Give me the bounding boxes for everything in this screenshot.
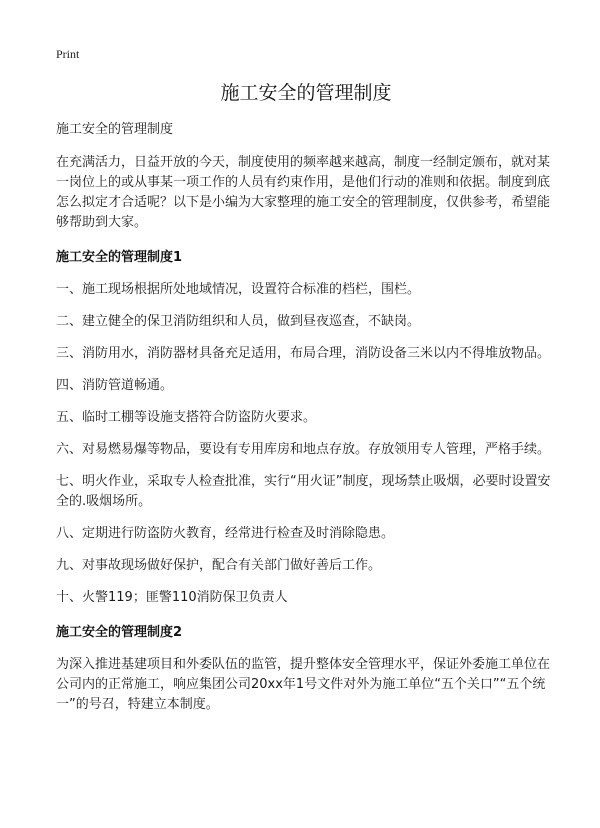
section-1-item: 七、明火作业，采取专人检查批准，实行“用火证”制度，现场禁止吸烟，必要时设置安全的.吸烟场所。 (56, 474, 551, 509)
document-subtitle: 施工安全的管理制度 (56, 122, 174, 137)
print-link[interactable]: Print (56, 47, 80, 61)
section-1-item: 二、建立健全的保卫消防组织和人员，做到昼夜巡查，不缺岗。 (56, 314, 421, 329)
intro-paragraph: 在充满活力，日益开放的今天，制度使用的频率越来越高，制度一经制定颁布，就对某一岗位上的或从事某一项工作的人员有约束作用，是他们行动的准则和依据。制度到底怎么拟定才合适呢？以下是小编为大家整理的施工安全的管理制度，仅供参考，希望能够帮助到大家。 (56, 155, 551, 230)
section-1-item: 五、临时工棚等设施支搭符合防盗防火要求。 (56, 410, 317, 425)
section-2-heading: 施工安全的管理制度2 (56, 625, 183, 640)
section-1-item: 九、对事故现场做好保护，配合有关部门做好善后工作。 (56, 558, 382, 573)
section-1-item: 三、消防用水，消防器材具备充足适用，布局合理，消防设备三米以内不得堆放物品。 (56, 346, 551, 361)
section-1-item: 十、火警119；匪警110消防保卫负责人 (56, 590, 288, 605)
section-1-item: 四、消防管道畅通。 (56, 378, 174, 393)
document-title: 施工安全的管理制度 (220, 82, 392, 104)
section-1-item: 六、对易燃易爆等物品，要设有专用库房和地点存放。存放领用专人管理，严格手续。 (56, 442, 551, 457)
section-1-item: 一、施工现场根据所处地域情况，设置符合标准的档栏，围栏。 (56, 282, 421, 297)
section-2-paragraph: 为深入推进基建项目和外委队伍的监管，提升整体安全管理水平，保证外委施工单位在公司内的正常施工，响应集团公司20xx年1号文件对外为施工单位“五个关口”“五个统一”的号召，特建立本制度。 (56, 657, 551, 712)
section-1-heading: 施工安全的管理制度1 (56, 250, 183, 265)
section-1-item: 八、定期进行防盗防火教育，经常进行检查及时消除隐患。 (56, 526, 395, 541)
